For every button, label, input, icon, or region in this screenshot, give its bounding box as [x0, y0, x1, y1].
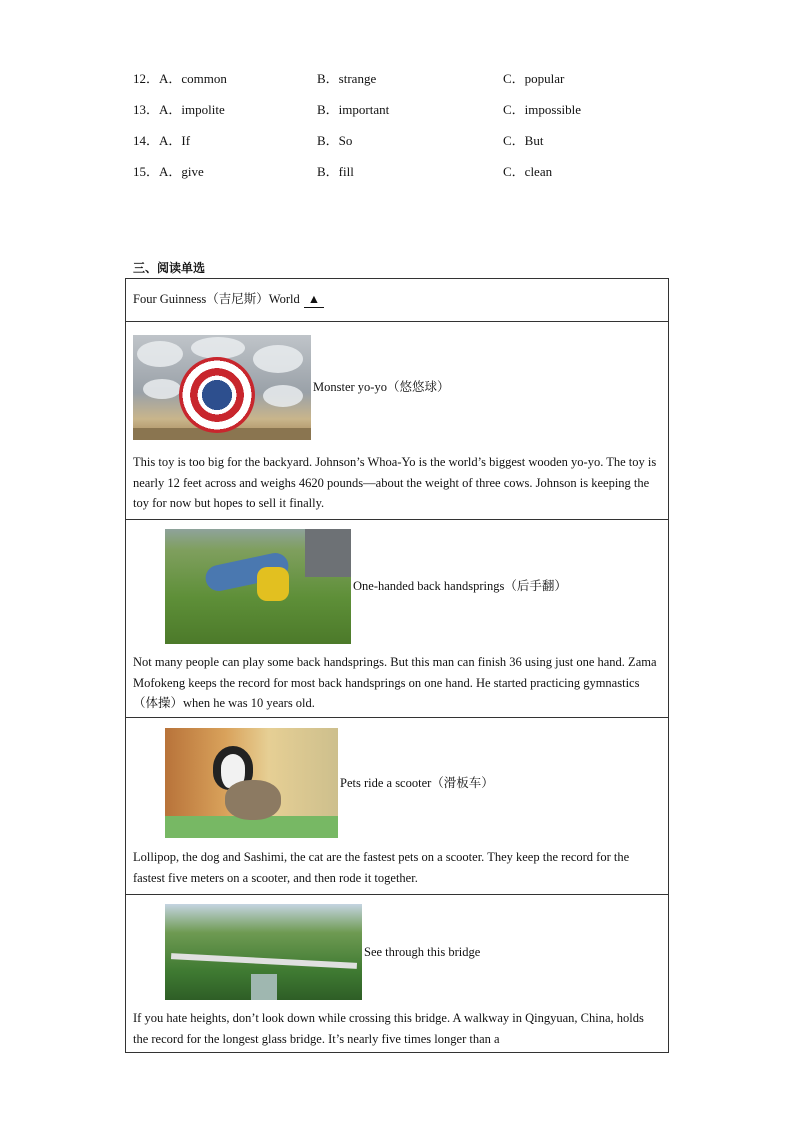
record-row-handspring — [126, 520, 669, 718]
question-14-option-a: 14．A．If — [133, 133, 191, 148]
record-row-scooter — [126, 718, 669, 895]
record-caption-handspring: One-handed back handsprings（后手翻） — [353, 579, 567, 594]
record-caption-yoyo: Monster yo-yo（悠悠球） — [313, 380, 450, 395]
reading-title-cell — [126, 279, 669, 322]
record-text-handspring: Not many people can play some back handsprings. But this man can finish 36 using just one hand. Zama Mofokeng keeps the record for most back handsprings on one hand. He started practicing gymnastics（体操）when he was 10 years old. — [133, 655, 657, 710]
yoyo-photo — [133, 335, 311, 440]
reading-title-row — [126, 279, 669, 322]
glass-bridge-photo — [165, 904, 362, 1000]
pets-scooter-photo — [165, 728, 338, 838]
record-text-yoyo: This toy is too big for the backyard. Johnson’s Whoa-Yo is the world’s biggest wooden yo-yo. The toy is nearly 12 feet across and weighs 4620 pounds—about the weight of three cows. Johnson is keeping the toy for now but hopes to sell it finally. — [133, 455, 657, 510]
record-text-bridge: If you hate heights, don’t look down while crossing this bridge. A walkway in Qingyuan, China, holds the record for the longest glass bridge. It’s nearly five times longer than a — [133, 1011, 644, 1046]
record-caption-scooter: Pets ride a scooter（滑板车） — [340, 775, 494, 790]
question-13-option-a: 13．A．impolite — [133, 102, 225, 117]
record-caption-bridge: See through this bridge — [364, 944, 481, 959]
answer-blank: ▲ — [304, 291, 324, 308]
record-media-handspring — [165, 529, 661, 644]
reading-table — [125, 278, 669, 1053]
record-cell-scooter — [126, 718, 669, 895]
question-12-option-a: 12．A．common — [133, 71, 227, 86]
question-14-option-c: C．But — [503, 133, 544, 148]
question-14-option-b: B．So — [317, 133, 353, 148]
question-15-option-c: C．clean — [503, 164, 553, 179]
question-13-row — [133, 99, 733, 119]
record-row-yoyo — [126, 322, 669, 520]
question-12-option-c: C．popular — [503, 71, 565, 86]
reading-title: Four Guinness（吉尼斯）World — [133, 292, 300, 306]
record-cell-bridge — [126, 895, 669, 1053]
question-15-option-a: 15．A．give — [133, 164, 204, 179]
record-cell-yoyo — [126, 322, 669, 520]
question-13-option-c: C．impossible — [503, 102, 582, 117]
record-row-bridge — [126, 895, 669, 1053]
question-12-row — [133, 68, 733, 88]
record-media-yoyo — [133, 335, 661, 440]
question-15-row — [133, 161, 733, 181]
handspring-photo — [165, 529, 351, 644]
question-13-option-b: B．important — [317, 102, 390, 117]
record-text-scooter: Lollipop, the dog and Sashimi, the cat are the fastest pets on a scooter. They keep the record for the fastest five meters on a scooter, and then rode it together. — [133, 850, 630, 885]
record-media-bridge — [165, 904, 661, 1000]
question-15-option-b: B．fill — [317, 164, 354, 179]
record-media-scooter — [165, 728, 661, 838]
question-14-row — [133, 130, 733, 150]
question-12-option-b: B．strange — [317, 71, 377, 86]
record-cell-handspring — [126, 520, 669, 718]
section-title: 三、阅读单选 — [133, 261, 206, 275]
